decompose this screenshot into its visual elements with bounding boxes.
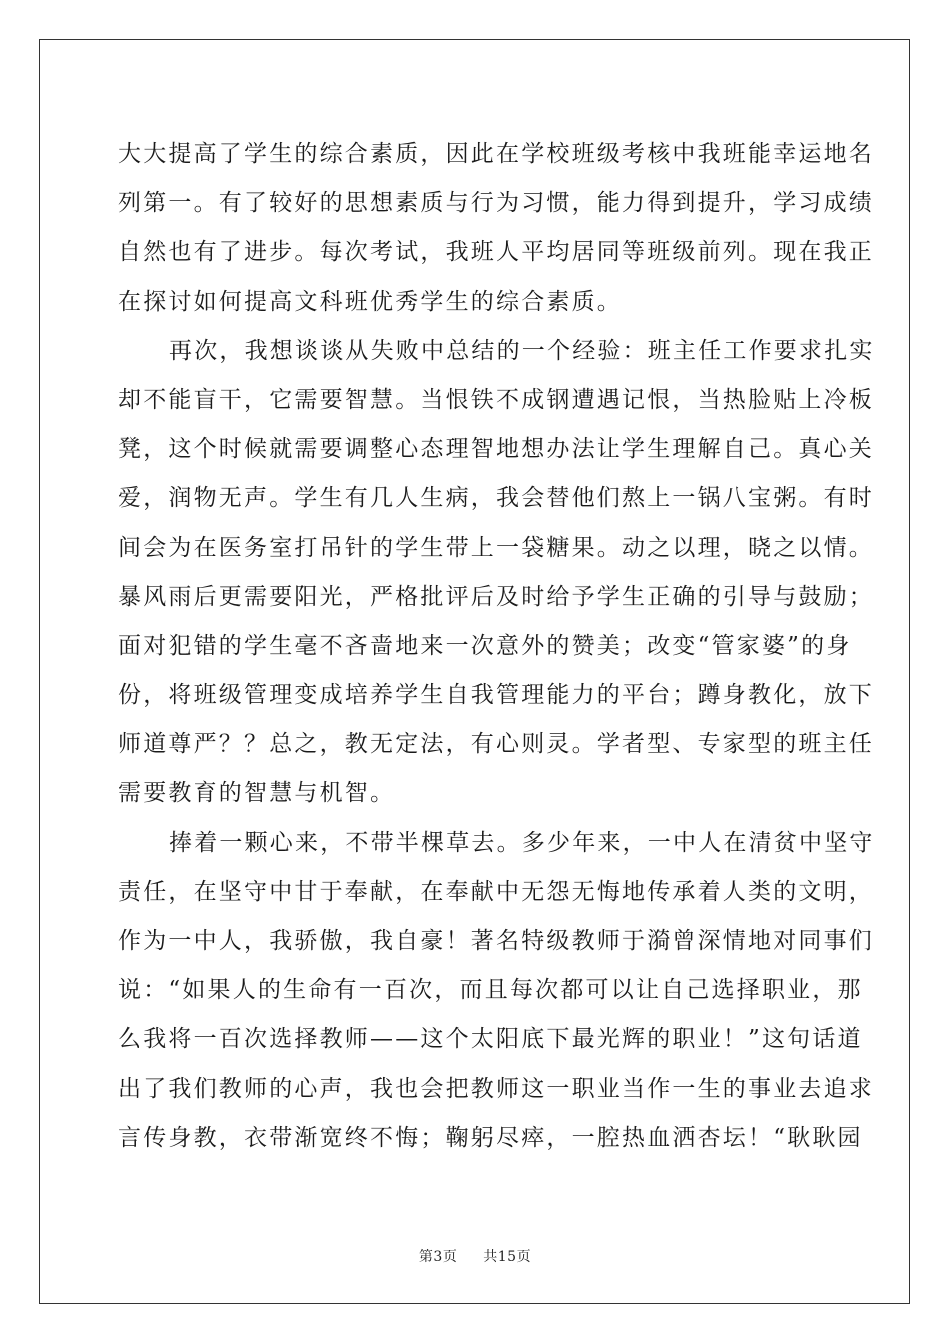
text-line: 份，将班级管理变成培养学生自我管理能力的平台；蹲身教化，放下 <box>118 682 874 709</box>
text-line: 么我将一百次选择教师——这个太阳底下最光辉的职业！”这句话道 <box>118 1026 863 1053</box>
text-line: 作为一中人，我骄傲，我自豪！著名特级教师于漪曾深情地对同事们 <box>118 928 874 954</box>
text-line: 凳，这个时候就需要调整心态理智地想办法让学生理解自己。真心关 <box>118 436 874 463</box>
text-line: 间会为在医务室打吊针的学生带上一袋糖果。动之以理，晓之以情。 <box>118 534 874 561</box>
page-total: 共15页 <box>483 1249 532 1265</box>
text-line: 爱，润物无声。学生有几人生病，我会替他们熬上一锅八宝粥。有时 <box>118 485 874 512</box>
document-body <box>118 130 875 1163</box>
page-footer <box>0 1246 950 1266</box>
text-line: 师道尊严？？总之，教无定法，有心则灵。学者型、专家型的班主任 <box>118 731 874 758</box>
text-line: 需要教育的智慧与机智。 <box>118 780 396 807</box>
text-line: 面对犯错的学生毫不吝啬地来一次意外的赞美；改变“管家婆”的身 <box>118 632 852 659</box>
paragraph-start-line: 捧着一颗心来，不带半棵草去。多少年来，一中人在清贫中坚守 <box>169 829 875 856</box>
text-line: 列第一。有了较好的思想素质与行为习惯，能力得到提升，学习成绩 <box>118 190 874 217</box>
text-line: 出了我们教师的心声，我也会把教师这一职业当作一生的事业去追求 <box>118 1075 874 1102</box>
text-line: 在探讨如何提高文科班优秀学生的综合素质。 <box>118 288 622 315</box>
text-line: 大大提高了学生的综合素质，因此在学校班级考核中我班能幸运地名 <box>118 141 874 167</box>
text-line: 暴风雨后更需要阳光，严格批评后及时给予学生正确的引导与鼓励； <box>118 583 874 610</box>
paragraph-start-line: 再次，我想谈谈从失败中总结的一个经验：班主任工作要求扎实 <box>169 337 875 364</box>
text-line: 自然也有了进步。每次考试，我班人平均居同等班级前列。现在我正 <box>118 239 874 266</box>
text-line: 说：“如果人的生命有一百次，而且每次都可以让自己选择职业，那 <box>118 977 863 1004</box>
text-line: 却不能盲干，它需要智慧。当恨铁不成钢遭遇记恨，当热脸贴上冷板 <box>118 386 874 413</box>
text-line: 言传身教，衣带渐宽终不悔；鞠躬尽瘁，一腔热血洒杏坛！“耿耿园 <box>118 1124 863 1151</box>
page-number: 第3页 <box>418 1249 458 1265</box>
text-line: 责任，在坚守中甘于奉献，在奉献中无怨无悔地传承着人类的文明， <box>118 878 874 905</box>
